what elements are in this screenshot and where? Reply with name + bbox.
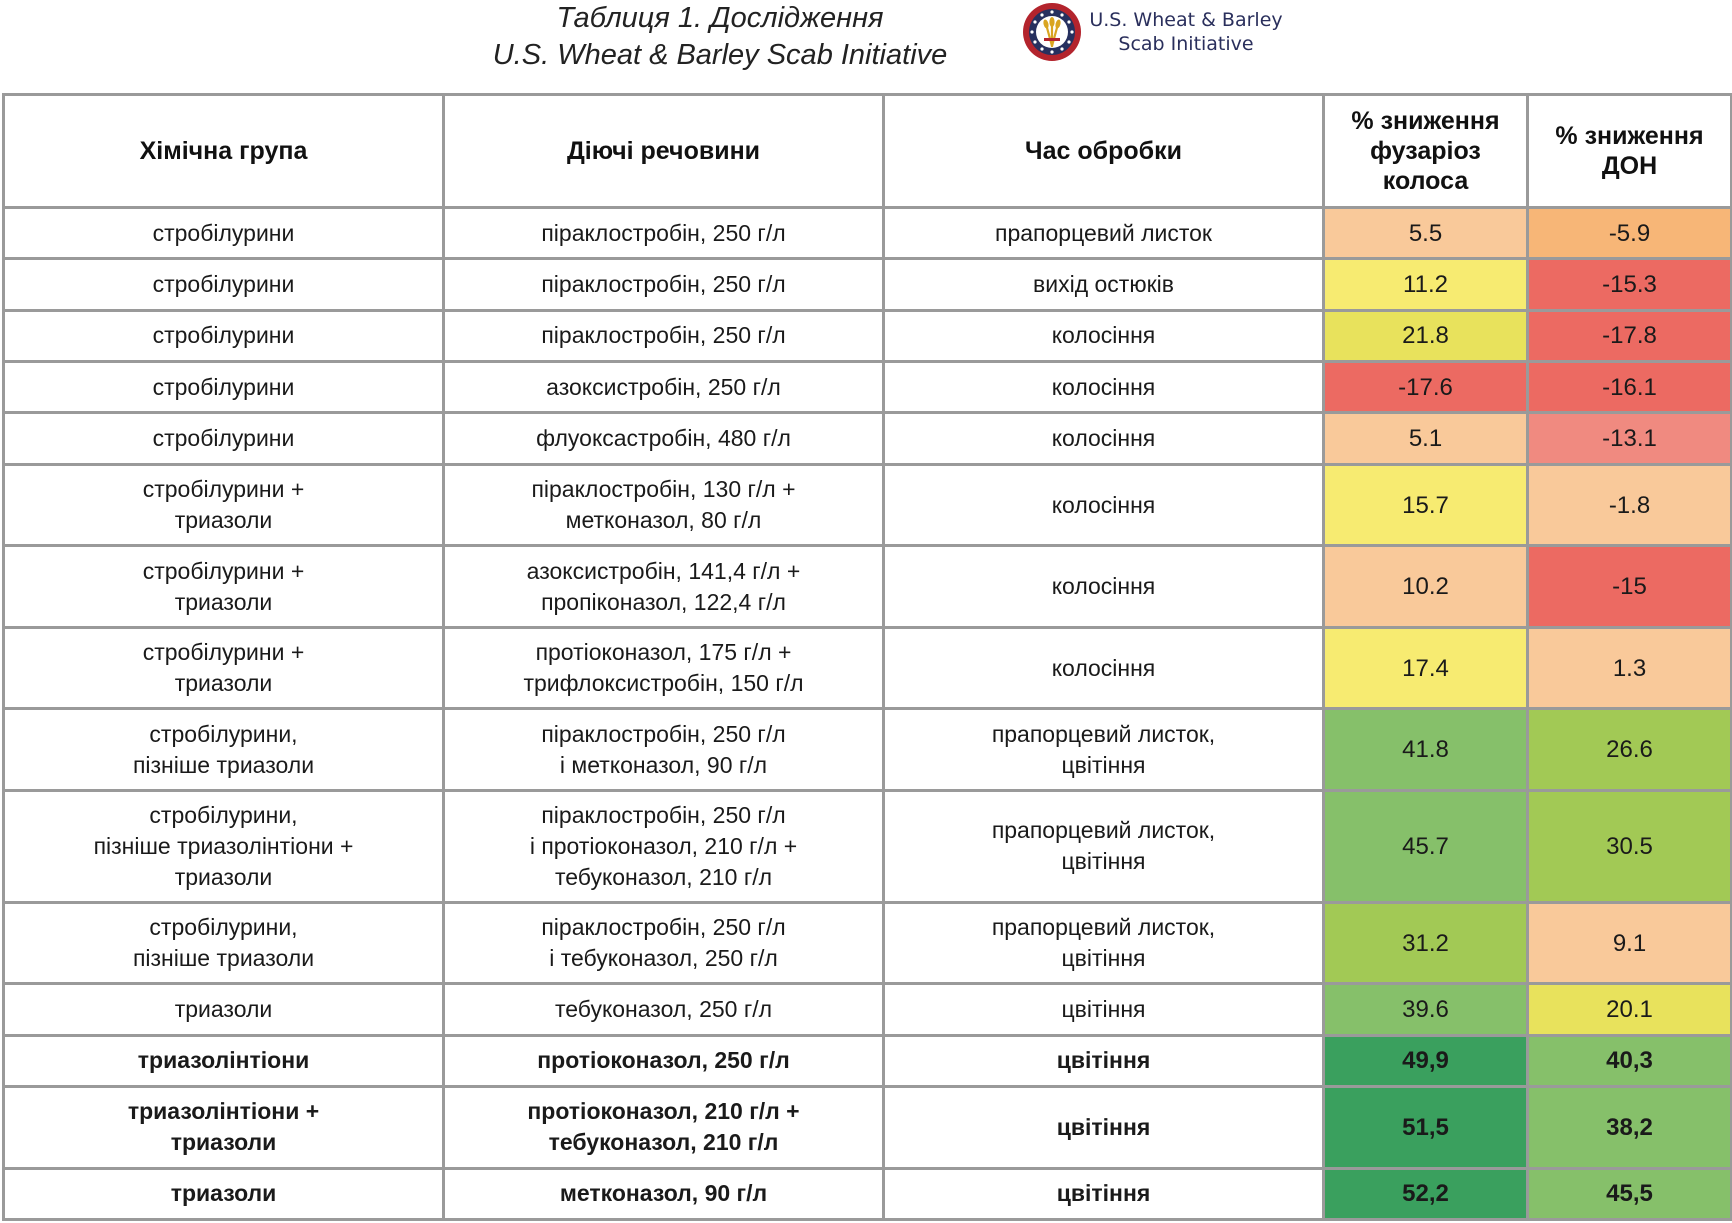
cell-fhb-reduction: 17.4 bbox=[1324, 627, 1528, 709]
cell-treatment-time: колосіння bbox=[884, 546, 1324, 628]
table-row bbox=[4, 984, 1732, 1035]
cell-chemical-group: стробілурини bbox=[4, 208, 444, 259]
cell-treatment-time: прапорцевий листок, цвітіння bbox=[884, 709, 1324, 791]
cell-active-substances: піраклостробін, 250 г/л bbox=[444, 259, 884, 310]
results-table bbox=[2, 93, 1732, 1221]
cell-don-reduction: 9.1 bbox=[1528, 902, 1732, 984]
cell-chemical-group: триазолінтіони + триазоли bbox=[4, 1086, 444, 1168]
cell-chemical-group: стробілурини bbox=[4, 310, 444, 361]
cell-fhb-reduction: 51,5 bbox=[1324, 1086, 1528, 1168]
cell-treatment-time: колосіння bbox=[884, 310, 1324, 361]
cell-fhb-reduction: -17.6 bbox=[1324, 362, 1528, 413]
cell-treatment-time: цвітіння bbox=[884, 1168, 1324, 1219]
cell-don-reduction: 45,5 bbox=[1528, 1168, 1732, 1219]
cell-fhb-reduction: 15.7 bbox=[1324, 464, 1528, 546]
table-row bbox=[4, 1086, 1732, 1168]
cell-don-reduction: -13.1 bbox=[1528, 413, 1732, 464]
cell-treatment-time: колосіння bbox=[884, 413, 1324, 464]
table-row bbox=[4, 1168, 1732, 1219]
logo bbox=[1022, 2, 1322, 66]
cell-don-reduction: -1.8 bbox=[1528, 464, 1732, 546]
cell-chemical-group: триазоли bbox=[4, 1168, 444, 1219]
cell-treatment-time: прапорцевий листок, цвітіння bbox=[884, 902, 1324, 984]
cell-active-substances: протіоконазол, 210 г/л + тебуконазол, 210 г/л bbox=[444, 1086, 884, 1168]
header bbox=[0, 0, 1732, 92]
cell-don-reduction: -17.8 bbox=[1528, 310, 1732, 361]
column-header-don-reduction: % зниження ДОН bbox=[1528, 95, 1732, 208]
table-row bbox=[4, 208, 1732, 259]
cell-treatment-time: вихід остюків bbox=[884, 259, 1324, 310]
cell-active-substances: піраклостробін, 250 г/л і тебуконазол, 250 г/л bbox=[444, 902, 884, 984]
cell-active-substances: протіоконазол, 250 г/л bbox=[444, 1035, 884, 1086]
cell-chemical-group: стробілурини bbox=[4, 362, 444, 413]
table-row bbox=[4, 413, 1732, 464]
column-header-treatment-time: Час обробки bbox=[884, 95, 1324, 208]
cell-chemical-group: стробілурини, пізніше триазоли bbox=[4, 709, 444, 791]
cell-fhb-reduction: 5.5 bbox=[1324, 208, 1528, 259]
cell-active-substances: метконазол, 90 г/л bbox=[444, 1168, 884, 1219]
cell-fhb-reduction: 5.1 bbox=[1324, 413, 1528, 464]
table-row bbox=[4, 546, 1732, 628]
cell-don-reduction: -5.9 bbox=[1528, 208, 1732, 259]
cell-treatment-time: колосіння bbox=[884, 464, 1324, 546]
cell-fhb-reduction: 10.2 bbox=[1324, 546, 1528, 628]
wheat-seal-icon bbox=[1022, 2, 1082, 62]
table-row bbox=[4, 259, 1732, 310]
cell-active-substances: піраклостробін, 250 г/л bbox=[444, 310, 884, 361]
cell-treatment-time: прапорцевий листок, цвітіння bbox=[884, 790, 1324, 902]
cell-don-reduction: 20.1 bbox=[1528, 984, 1732, 1035]
cell-chemical-group: стробілурини bbox=[4, 413, 444, 464]
cell-fhb-reduction: 49,9 bbox=[1324, 1035, 1528, 1086]
table-row bbox=[4, 709, 1732, 791]
cell-chemical-group: стробілурини + триазоли bbox=[4, 464, 444, 546]
table-row bbox=[4, 362, 1732, 413]
cell-active-substances: флуоксастробін, 480 г/л bbox=[444, 413, 884, 464]
cell-fhb-reduction: 39.6 bbox=[1324, 984, 1528, 1035]
cell-active-substances: азоксистробін, 141,4 г/л + пропіконазол, 122,4 г/л bbox=[444, 546, 884, 628]
cell-active-substances: піраклостробін, 250 г/л і метконазол, 90 г/л bbox=[444, 709, 884, 791]
cell-fhb-reduction: 11.2 bbox=[1324, 259, 1528, 310]
table-row bbox=[4, 790, 1732, 902]
cell-chemical-group: стробілурини, пізніше триазолінтіони + триазоли bbox=[4, 790, 444, 902]
cell-fhb-reduction: 52,2 bbox=[1324, 1168, 1528, 1219]
cell-chemical-group: стробілурини bbox=[4, 259, 444, 310]
table-row bbox=[4, 627, 1732, 709]
column-header-fhb-reduction: % зниження фузаріоз колоса bbox=[1324, 95, 1528, 208]
cell-active-substances: тебуконазол, 250 г/л bbox=[444, 984, 884, 1035]
cell-fhb-reduction: 41.8 bbox=[1324, 709, 1528, 791]
table-row bbox=[4, 464, 1732, 546]
cell-fhb-reduction: 21.8 bbox=[1324, 310, 1528, 361]
cell-active-substances: протіоконазол, 175 г/л + трифлоксистробін, 150 г/л bbox=[444, 627, 884, 709]
cell-chemical-group: триазолінтіони bbox=[4, 1035, 444, 1086]
column-header-chemical-group: Хімічна група bbox=[4, 95, 444, 208]
cell-treatment-time: прапорцевий листок bbox=[884, 208, 1324, 259]
cell-don-reduction: 26.6 bbox=[1528, 709, 1732, 791]
cell-treatment-time: цвітіння bbox=[884, 1035, 1324, 1086]
logo-text: U.S. Wheat & Barley Scab Initiative bbox=[1089, 9, 1283, 55]
cell-chemical-group: стробілурини + триазоли bbox=[4, 546, 444, 628]
table-row bbox=[4, 1035, 1732, 1086]
cell-active-substances: піраклостробін, 250 г/л bbox=[444, 208, 884, 259]
cell-treatment-time: цвітіння bbox=[884, 984, 1324, 1035]
cell-don-reduction: 38,2 bbox=[1528, 1086, 1732, 1168]
cell-active-substances: піраклостробін, 130 г/л + метконазол, 80 г/л bbox=[444, 464, 884, 546]
cell-don-reduction: 30.5 bbox=[1528, 790, 1732, 902]
cell-treatment-time: цвітіння bbox=[884, 1086, 1324, 1168]
cell-active-substances: азоксистробін, 250 г/л bbox=[444, 362, 884, 413]
cell-don-reduction: -15 bbox=[1528, 546, 1732, 628]
cell-treatment-time: колосіння bbox=[884, 362, 1324, 413]
cell-active-substances: піраклостробін, 250 г/л і протіоконазол, 210 г/л + тебуконазол, 210 г/л bbox=[444, 790, 884, 902]
page-title: Таблиця 1. Дослідження U.S. Wheat & Barley Scab Initiative bbox=[492, 2, 948, 71]
cell-don-reduction: 1.3 bbox=[1528, 627, 1732, 709]
cell-don-reduction: -15.3 bbox=[1528, 259, 1732, 310]
column-header-active-substances: Діючі речовини bbox=[444, 95, 884, 208]
cell-fhb-reduction: 45.7 bbox=[1324, 790, 1528, 902]
cell-chemical-group: триазоли bbox=[4, 984, 444, 1035]
table-row bbox=[4, 310, 1732, 361]
cell-don-reduction: -16.1 bbox=[1528, 362, 1732, 413]
table-row bbox=[4, 902, 1732, 984]
table-header-row bbox=[4, 95, 1732, 208]
cell-chemical-group: стробілурини + триазоли bbox=[4, 627, 444, 709]
cell-treatment-time: колосіння bbox=[884, 627, 1324, 709]
cell-chemical-group: стробілурини, пізніше триазоли bbox=[4, 902, 444, 984]
cell-fhb-reduction: 31.2 bbox=[1324, 902, 1528, 984]
cell-don-reduction: 40,3 bbox=[1528, 1035, 1732, 1086]
